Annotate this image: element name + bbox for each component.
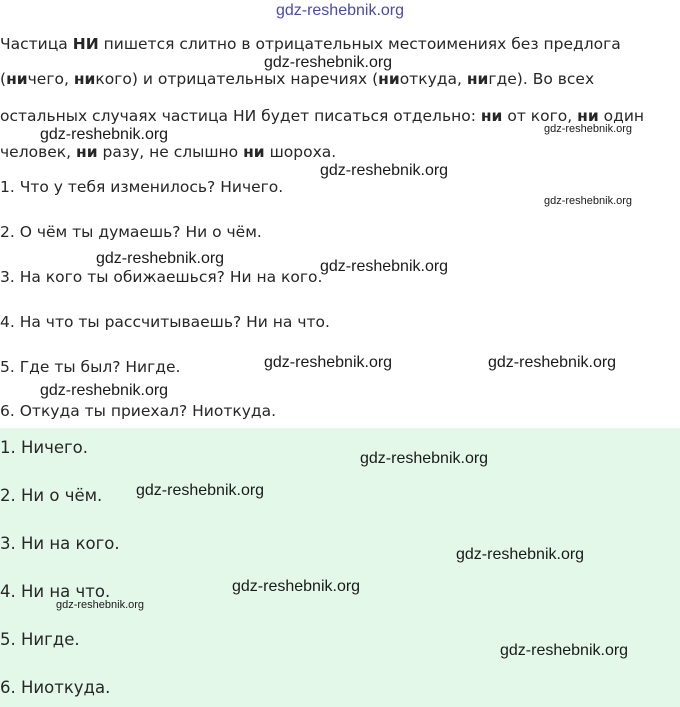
rule-bold: ни: [75, 143, 98, 161]
rule-bold: ни: [577, 107, 599, 125]
watermark: gdz-reshebnik.org: [544, 195, 633, 207]
watermark: gdz-reshebnik.org: [360, 450, 489, 467]
watermark: gdz-reshebnik.org: [500, 642, 629, 659]
rule-bold: ни: [378, 70, 400, 88]
answer-1: 1. Ничего.: [0, 438, 89, 457]
watermark: gdz-reshebnik.org: [40, 126, 169, 143]
answer-6: 6. Ниоткуда.: [0, 678, 111, 697]
watermark: gdz-reshebnik.org: [232, 578, 361, 595]
rule-bold: ни: [480, 107, 503, 125]
rule-bold: ни: [6, 70, 28, 88]
answers-block: [0, 428, 680, 707]
watermark: gdz-reshebnik.org: [320, 258, 449, 275]
question-4: 4. На что ты рассчитываешь? Ни на что.: [0, 313, 330, 331]
rule-text: от кого,: [502, 107, 578, 125]
question-6: 6. Откуда ты приехал? Ниоткуда.: [0, 402, 277, 420]
rule-text: где). Во всех: [488, 70, 595, 88]
rule-text: один: [598, 107, 645, 125]
watermark: gdz-reshebnik.org: [456, 546, 585, 563]
rule-bold: ни: [466, 70, 489, 88]
rule-text: чего,: [27, 70, 74, 88]
rule-line-2: [0, 69, 680, 89]
answer-4: 4. Ни на что.: [0, 582, 111, 601]
rule-text: откуда,: [399, 70, 467, 88]
watermark: gdz-reshebnik.org: [264, 54, 393, 71]
rule-bold: ни: [243, 143, 265, 161]
watermark: gdz-reshebnik.org: [40, 382, 169, 399]
rule-text: кого) и отрицательных наречиях (: [95, 70, 379, 88]
watermark: gdz-reshebnik.org: [320, 162, 449, 179]
rule-bold: НИ: [72, 35, 99, 53]
watermark: gdz-reshebnik.org: [56, 599, 145, 611]
watermark: gdz-reshebnik.org: [544, 123, 633, 135]
rule-text: шороха.: [264, 143, 337, 161]
question-3: 3. На кого ты обижаешься? Ни на кого.: [0, 268, 323, 286]
rule-text: (: [0, 70, 7, 88]
rule-text: Частица: [0, 35, 73, 53]
rule-text: остальных случаях частица НИ будет писаться отдельно:: [0, 107, 481, 125]
question-5: 5. Где ты был? Нигде.: [0, 358, 181, 376]
question-2: 2. О чём ты думаешь? Ни о чём.: [0, 223, 262, 241]
rule-line-1: [0, 34, 680, 54]
rule-text: человек,: [0, 143, 76, 161]
watermark: gdz-reshebnik.org: [136, 482, 265, 499]
rule-bold: ни: [73, 70, 96, 88]
answer-2: 2. Ни о чём.: [0, 486, 103, 505]
watermark: gdz-reshebnik.org: [488, 354, 617, 371]
watermark: gdz-reshebnik.org: [264, 354, 393, 371]
rule-text: разу, не слышно: [97, 143, 244, 161]
rule-text: пишется слитно в отрицательных местоимениях без предлога: [98, 35, 621, 53]
header-watermark: gdz-reshebnik.org: [275, 2, 405, 19]
question-1: 1. Что у тебя изменилось? Ничего.: [0, 178, 284, 196]
rule-line-4: [0, 142, 680, 162]
answer-5: 5. Нигде.: [0, 630, 80, 649]
watermark: gdz-reshebnik.org: [96, 250, 225, 267]
answer-3: 3. Ни на кого.: [0, 534, 120, 553]
